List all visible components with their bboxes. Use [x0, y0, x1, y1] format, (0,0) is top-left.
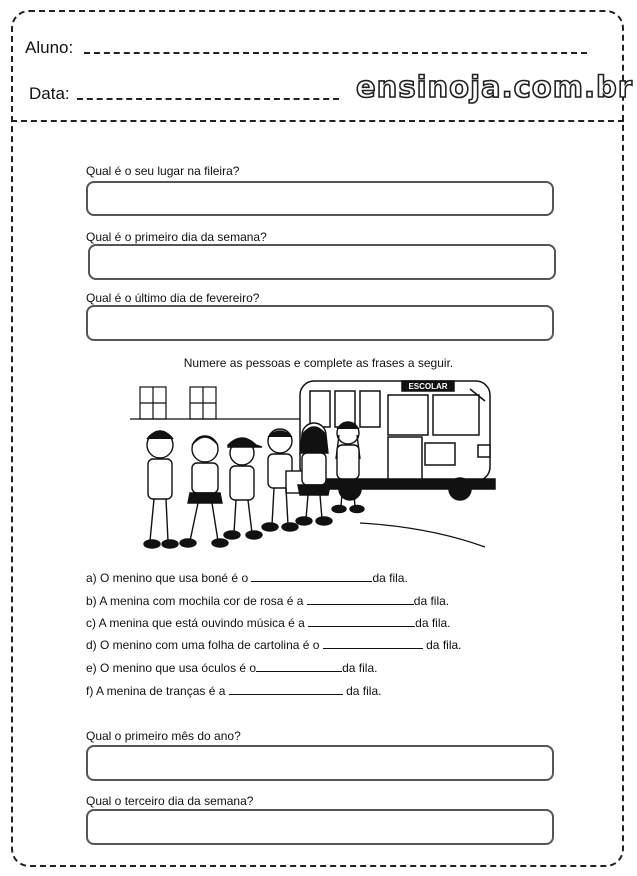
- date-label: Data:: [29, 84, 70, 103]
- question-label: Qual é o último dia de fevereiro?: [86, 291, 260, 305]
- activity-instruction: Numere as pessoas e complete as frases a seguir.: [183, 356, 454, 370]
- sentence-ending: da fila.: [413, 594, 450, 608]
- bus-sign: ESCOLAR: [408, 382, 448, 391]
- sentence-ending: da fila.: [422, 638, 462, 652]
- answer-blank[interactable]: [251, 571, 372, 582]
- school-line-illustration: [130, 375, 500, 553]
- date-field[interactable]: [77, 98, 339, 100]
- sentence-text: f) A menina de tranças é a: [86, 684, 229, 698]
- sentence-d: [86, 638, 462, 652]
- sentence-text: a) O menino que usa boné é o: [86, 571, 252, 585]
- answer-box[interactable]: [86, 745, 554, 781]
- sentence-ending: da fila.: [372, 571, 408, 585]
- header-divider: [11, 120, 624, 122]
- sentence-f: [86, 684, 381, 698]
- sentence-text: e) O menino que usa óculos é o: [86, 661, 257, 675]
- question-label: Qual é o seu lugar na fileira?: [86, 164, 240, 178]
- answer-blank[interactable]: [229, 684, 343, 695]
- sentence-c: [86, 616, 451, 630]
- question-label: Qual o primeiro mês do ano?: [86, 729, 241, 743]
- answer-box[interactable]: [86, 809, 554, 845]
- sentence-text: d) O menino com uma folha de cartolina é o: [86, 638, 323, 652]
- sentence-a: [86, 571, 408, 585]
- sentence-ending: da fila.: [342, 661, 378, 675]
- answer-box[interactable]: [88, 244, 556, 280]
- answer-blank[interactable]: [256, 661, 342, 672]
- question-label: Qual o terceiro dia da semana?: [86, 794, 254, 808]
- answer-blank[interactable]: [307, 594, 414, 605]
- answer-box[interactable]: [86, 181, 554, 216]
- sentence-b: [86, 594, 449, 608]
- sentence-text: c) A menina que está ouvindo música é a: [86, 616, 309, 630]
- answer-blank[interactable]: [323, 638, 423, 649]
- answer-blank[interactable]: [308, 616, 415, 627]
- student-name-field[interactable]: [84, 52, 587, 54]
- sentence-ending: da fila.: [342, 684, 382, 698]
- sentence-ending: da fila.: [415, 616, 451, 630]
- question-label: Qual é o primeiro dia da semana?: [86, 230, 267, 244]
- sentence-text: b) A menina com mochila cor de rosa é a: [86, 594, 307, 608]
- student-label: Aluno:: [25, 38, 74, 57]
- answer-box[interactable]: [86, 305, 554, 341]
- sentence-e: [86, 661, 377, 675]
- site-logo: ensinoja.com.br: [356, 70, 634, 104]
